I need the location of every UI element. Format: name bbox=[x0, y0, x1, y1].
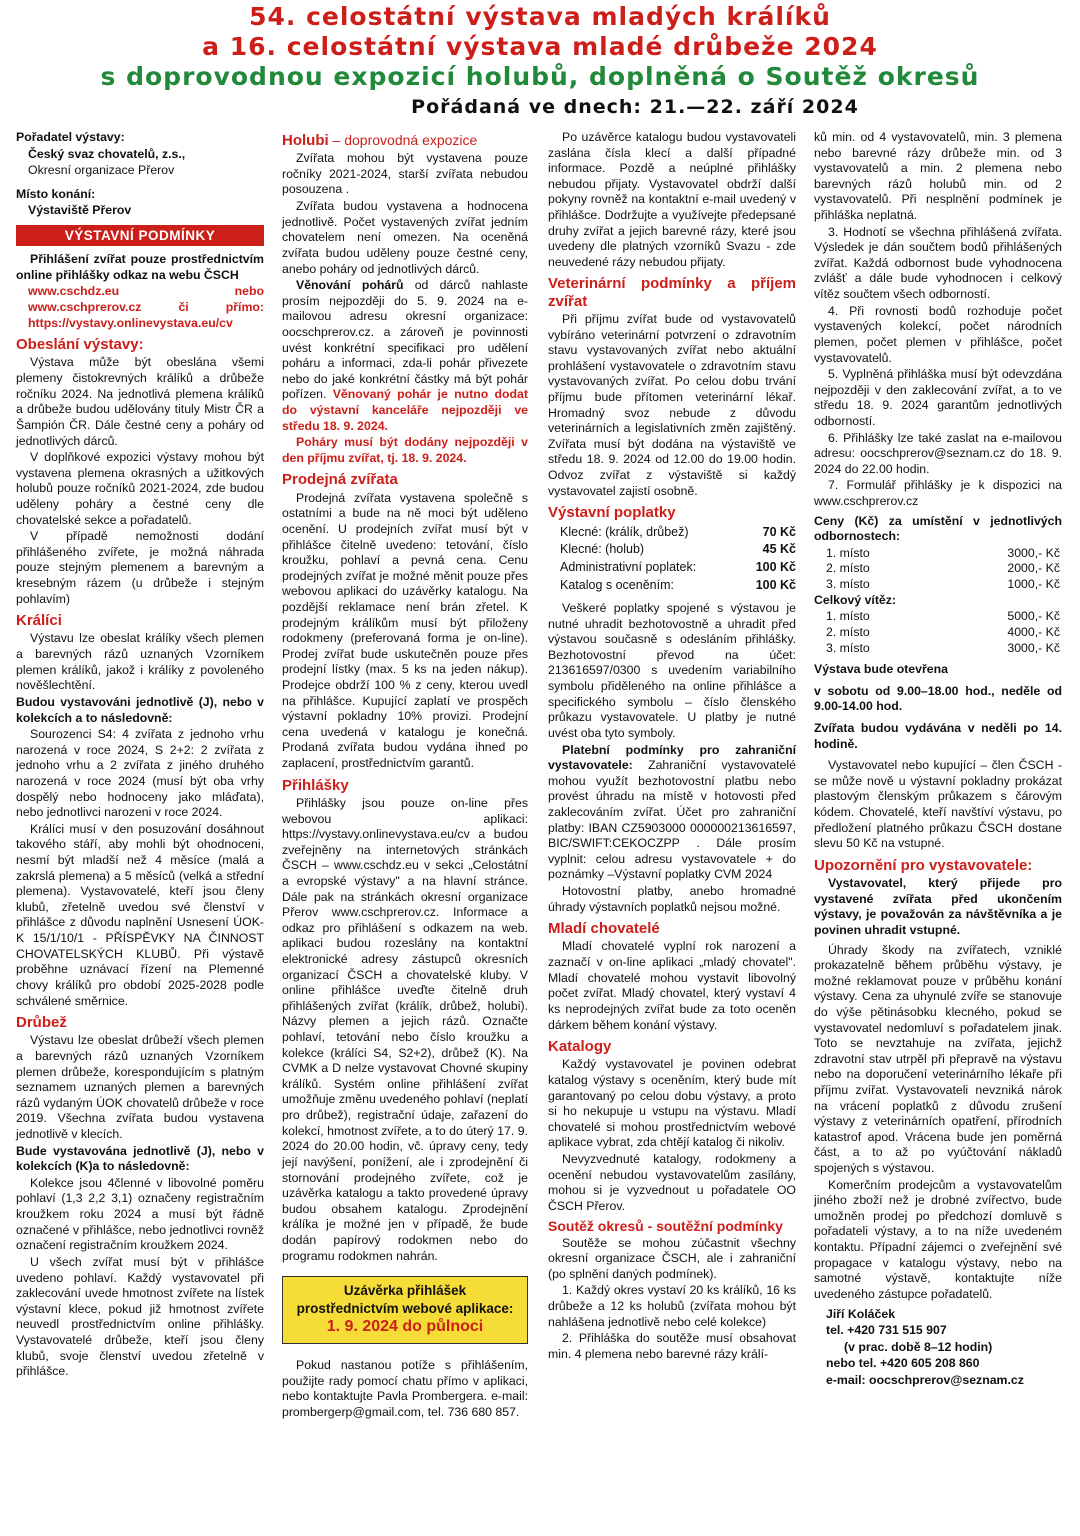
fee-row: Klecné: (holub) 45 Kč bbox=[560, 542, 796, 557]
registration-links[interactable]: www.cschdz.eu nebo www.cschprerov.cz či přímo: https://vystavy.onlinevystava.eu/cv bbox=[28, 284, 264, 330]
section-drubez: Drůbež bbox=[16, 1014, 67, 1032]
paragraph: 6. Přihlášky lze také zaslat na e-mailovou adresu: oocschprerov@seznam.cz do 18. 9. 2024 do 22.00 hodin. bbox=[814, 430, 1062, 476]
contact-name: Jiří Koláček bbox=[826, 1306, 896, 1321]
paragraph: 7. Formulář přihlášky je k dispozici na www.cschprerov.cz bbox=[814, 478, 1062, 509]
fee-row: Klecné: (králík, drůbež) 70 Kč bbox=[560, 524, 796, 539]
paragraph: Mladí chovatelé vyplní rok narození a zaznačí v on-line aplikaci „mladý chovatel". Mladí chovatelé mohou vystavit libovolný počet zvířat. Mladý chovatel, který vystaví 4 ks neprodejných zvířat bude za toto oceněn dárkem během konání výstavy. bbox=[548, 939, 796, 1032]
paragraph: 3. Hodnotí se všechna přihlášená zvířata. Výsledek je dán součtem bodů přihlášených zvířat. Každá odbornost bude vyhodnocena zvlášť a dále bude vyhodnocen i celkový vítěz součtem všech odborností. bbox=[814, 224, 1062, 302]
prize-row: 2. místo 2000,- Kč bbox=[826, 561, 1060, 576]
paragraph: Úhrady škody na zvířatech, vzniklé prokazatelně během průběhu výstavy, je možné reklamovat pouze v průběhu konání výstavy. Cena za uhynulé zvíře se stanovuje do výše pětinásobku klecného, pokud se vystavovatel nedomluví s pořadatelem jinak. Toto se nevztahuje na zvířata, jejichž zdravotní stav utrpěl při přepravě na výstavu nebo na doporučení veterinárního lékaře při příjmu zvířat. Vystavovateli nevzniká nárok na vrácení poplatků z důvodu zrušení výstavy z veterinárních opatření, přírodních katastrof apod. Vrácena bude jen poměrná část, a to až po vyúčtování nákladů spojených s výstavou. bbox=[814, 942, 1062, 1176]
bold-paragraph: Bude vystavována jednotlivě (J), nebo v kolekcích (K)a to následovně: bbox=[16, 1143, 264, 1174]
fee-row: Administrativní poplatek: 100 Kč bbox=[560, 560, 796, 575]
registration-note: Přihlášení zvířat pouze prostřednictvím online přihlášky odkaz na webu ČSCH bbox=[16, 252, 264, 282]
paragraph: Každý vystavovatel je povinen odebrat katalog výstavy s oceněním, který bude mít garantovaný po celou dobu výstavy, a proto si ho nekupuje u vstupu na výstavu. Mladí chovatelé si mohou prostřednictvím webové aplikace vybrat, zda chtějí katalog či nikoliv. bbox=[548, 1057, 796, 1150]
paragraph: Výstavu lze obeslat drůbeží všech plemen a barevných rázů uznaných Vzorníkem plemen drůbeže, korespondujícím s platným seznamem uznaných plemen a barevných rázů vydaným ÚOK chovatelů drůbeže v roce 2019. Všechna zvířata budou vystavena jednotlivě v klecích. bbox=[16, 1033, 264, 1142]
fees-list bbox=[548, 524, 796, 596]
section-prodejna: Prodejná zvířata bbox=[282, 471, 398, 489]
paragraph: Hotovostní platby, anebo hromadné úhrady výstavních poplatků nejsou možné. bbox=[548, 884, 796, 914]
release-note: Zvířata budou vydávána v neděli po 14. hodině. bbox=[814, 720, 1062, 751]
paragraph: ků min. od 4 vystavovatelů, min. 3 plemena nebo barevné rázy drůbeže min. od 3 vystavovatelů a min. 2 plemena nebo barevných rázů holubů min. od 2 vystavovatelů. Při nesplnění podmínek je přihláška neplatná. bbox=[814, 130, 1062, 223]
paragraph: Zvířata mohou být vystavena pouze ročníky 2021-2024, starší zvířata nebudou posouzena . bbox=[282, 151, 528, 197]
paragraph: 4. Při rovnosti bodů rozhoduje počet vystavených kolekcí, počet národních plemen, počet plemen v přihlášce, počet vystavovatelů. bbox=[814, 303, 1062, 365]
section-fees: Výstavní poplatky bbox=[548, 504, 676, 522]
headline-line-1: 54. celostátní výstava mladých králíků bbox=[249, 2, 831, 31]
section-mladi: Mladí chovatelé bbox=[548, 920, 660, 938]
paragraph: V doplňkové expozici výstavy mohou být vystavena plemena okrasných a užitkových holubů pouze ročníků 2021-2024, zde budou uděleny poháry a čestné ceny dle chovatelské sekce a pořadatelů. bbox=[16, 450, 264, 527]
paragraph: Při příjmu zvířat bude od vystavovatelů vybíráno veterinární potvrzení o zdravotním stavu vystavovaných zvířat nebo aktuální prohlášení vystavovatele o zdravotním stavu vystavovaných zvířat. Po celou dobu trvání příjmu bude přítomen veterinární lékař. Hromadný svoz nebude z důvodu veterinárních a legislativních změn zajištěný. Zvířata musí být dodána na výstaviště ve středu 18. 9. 2024 od 12.00 do 19.00 hodin. Odvoz zvířat z výstaviště si každý vystavovatel zajistí osobně. bbox=[548, 311, 796, 498]
paragraph: Vystavovatel nebo kupující – člen ČSCH - se může nově u výstavní pokladny prokázat plastovým členským průkazem s čárovým kódem. Chovatelé, kteří navštíví výstavu, po předložení platného průkazu ČSCH dostane slevu 50 Kč na vstupné. bbox=[814, 758, 1062, 851]
prize-row: 1. místo 3000,- Kč bbox=[826, 545, 1060, 560]
open-hours: v sobotu od 9.00–18.00 hod., neděle od 9.00-14.00 hod. bbox=[814, 683, 1062, 714]
prize-row: 1. místo 5000,- Kč bbox=[826, 609, 1060, 624]
section-katalogy: Katalogy bbox=[548, 1038, 612, 1056]
paragraph: Výstavu lze obeslat králíky všech plemen a barevných rázů uznaných Vzorníkem plemen králíků, jakož i králíky z povoleného nověšlechtění. bbox=[16, 631, 264, 693]
venue-name: Výstaviště Přerov bbox=[28, 203, 132, 218]
bold-paragraph: Budou vystavováni jednotlivě (J), nebo v kolekcích a to následovně: bbox=[16, 694, 264, 725]
column-4 bbox=[814, 130, 1062, 1390]
contact-hours: (v prac. době 8–12 hodin) bbox=[844, 1339, 993, 1354]
paragraph: Veškeré poplatky spojené s výstavou je nutné uhradit bezhotovostně a uhradit před výstavou současně s odesláním přihlášky. Bezhotovostní převod na účet: 213616597/0300 s uvedením variabilního symbolu přiděleného na online přihlášce a specifického symbolu – číslo členského průkazu vystavovatele. U platby je nutné uvést oba tyto symboly. bbox=[548, 601, 796, 740]
paragraph: Komerčním prodejcům a vystavovatelům jiného zboží než je drobné zvířectvo, bude umožněn prodej po předchozí domluvě s pořadateli výstavy, a to na níže uvedeném kontaktu. Případní zájemci o zveřejnění své propagace v katalogu výstavy, nebo na samotné výstavě, kontaktujte níže uvedeného zástupce pořadatelů. bbox=[814, 1177, 1062, 1301]
open-title: Výstava bude otevřena bbox=[814, 662, 948, 677]
contact-email[interactable]: e-mail: oocschprerov@seznam.cz bbox=[826, 1372, 1024, 1387]
paragraph: 2. Přihláška do soutěže musí obsahovat min. 4 plemena nebo barevné rázy králí- bbox=[548, 1331, 796, 1361]
section-kralici: Králíci bbox=[16, 612, 62, 630]
conditions-banner: VÝSTAVNÍ PODMÍNKY bbox=[16, 225, 264, 246]
section-holubi: Holubi – doprovodná expozice bbox=[282, 132, 478, 149]
event-dates: Pořádaná ve dnech: 21.—22. září 2024 bbox=[411, 96, 859, 118]
paragraph: Králíci musí v den posuzování dosáhnout takového stáří, aby mohli být ohodnoceni, nesmí být mladší než 4 měsíce (malá a zakrslá plemena) a 5 měsíců (velká a střední plemena). Vystavovatelé, kteří jsou členy klubů, zřetelně uvedou své členství v přihlášce z důvodu naplnění Usnesení ÚOK-K 15/1/10/1 - PŘÍSPĚVKY NA ČINNOST CHOVATELSKÝCH KLUBŮ. Při výstavě proběhne uznávací řízení na Plemenné chovy králíků pro období 2025-2028 podle schválené směrnice. bbox=[16, 821, 264, 1008]
column-3 bbox=[548, 130, 796, 1363]
paragraph: Prodejná zvířata vystavena společně s ostatními a bude na ně moci být uděleno ocenění. U prodejních zvířat musí být v přihlášce čitelně uvedeno: tetování, číslo kroužku, pohlaví a pevná cena. Cenu prodejných zvířat je možné měnit pouze přes webovou aplikaci do uzávěrky katalogu. Na pozdější reklamace není brán zřetel. K prodejným králíkům musí být přiloženy rodokmeny (preferovaná forma je on-line). Prodej zvířat bude uskutečněn pouze přes prodejní lístky (max. 5 ks na jeden nákup). Prodejce obdrží 100 % z ceny, kterou uvedl na přihlášce. Kupující zaplatí ve prospěch výstavní pokladny 10% provizi. Prodejní cena uvedená v katalogu je konečná. Prodaná zvířata budou vydána ihned po zaplacení, prostřednictvím garantů. bbox=[282, 490, 528, 771]
paragraph: 1. Každý okres vystaví 20 ks králíků, 16 ks drůbeže a 12 ks holubů (zvířata mohou být nahlášena jednotlivě nebo celé kolekce) bbox=[548, 1283, 796, 1329]
column-2 bbox=[282, 130, 528, 1422]
prize-row: 2. místo 4000,- Kč bbox=[826, 624, 1060, 639]
paragraph: Platební podmínky pro zahraniční vystavovatele: Zahraniční vystavovatelé mohou využít bezhotovostní platbu nebo provést úhradu na místě v hotovosti před zaklecováním zvířat. Účet pro zahraniční platby: IBAN CZ5903000 000000213616597, BIC/SWIFT:CEKOCZPP . Dále prosím vyplnit: celou adresu vystavovatele + do poznámky –Výstavní poplatky CVM 2024 bbox=[548, 742, 796, 882]
section-obeslani: Obeslání výstavy: bbox=[16, 336, 144, 354]
organizer-name: Český svaz chovatelů, z.s., bbox=[28, 146, 186, 161]
fee-row: Katalog s oceněním: 100 Kč bbox=[560, 578, 796, 593]
paragraph: Kolekce jsou 4členné v libovolné poměru pohlaví (1,3 2,2 3,1) označeny registračním kroužkem roku 2024 a musí být řádně označené v přihlášce, nebo jednotlivci rovněž označení registračním kroužkem 2024. bbox=[16, 1175, 264, 1253]
contact-phone-2[interactable]: nebo tel. +420 605 208 860 bbox=[826, 1356, 980, 1371]
paragraph: 5. Vyplněná přihláška musí být odevzdána nejpozději v den zaklecování zvířat, a to ve středu 18. 9. 2024 garantům jednotlivých odborností. bbox=[814, 367, 1062, 428]
paragraph: Po uzávěrce katalogu budou vystavovateli zaslána čísla klecí a další případné informace. Pozdě a neúplné přihlášky nebudou přijaty. Vystavovatel obdrží další pokyny rovněž na kontaktní e-mail uvedený v přihlášce. Dodržujte a využívejte předepsané druhy zvířat a jejich barevné rázy, které jsou uvedeny dle platných vzorníků Svazu - zde neuvedené rázy nebudou přijaty. bbox=[548, 130, 796, 269]
paragraph: Nevyzvednuté katalogy, rodokmeny a ocenění nebudou vystavovatelům zasílány, mohou si je vyzvednout u pořadatele OO ČSCH Přerov. bbox=[548, 1152, 796, 1213]
paragraph: Zvířata budou vystavena a hodnocena jednotlivě. Počet vystavených zvířat jedním chovatelem není omezen. Na oceněná zvířata budou uděleny pouze čestné ceny, anebo poháry od jednotlivých dárců. bbox=[282, 199, 528, 276]
deadline-box: Uzávěrka přihlášek prostřednictvím webové aplikace: 1. 9. 2024 do půlnoci bbox=[282, 1276, 528, 1344]
prize-row: 3. místo 1000,- Kč bbox=[826, 577, 1060, 592]
headline-line-2: a 16. celostátní výstava mladé drůbeže 2024 bbox=[202, 32, 878, 61]
paragraph: Sourozenci S4: 4 zvířata z jednoho vrhu narozená v roce 2024, S 2+2: 2 zvířata z jednoho vrhu a 2 zvířata z jiného druhého narozená v roce 2024 (musí být oba vrhy dospělý nebo hodnoceny jako mláďata), nebo jednotlivci narozeni v roce 2024. bbox=[16, 727, 264, 820]
paragraph: Poháry musí být dodány nejpozději v den příjmu zvířat, tj. 18. 9. 2024. bbox=[282, 435, 528, 465]
section-vet: Veterinární podmínky a příjem zvířat bbox=[548, 275, 796, 310]
prizes-title: Ceny (Kč) za umístění v jednotlivých odbornostech: bbox=[814, 513, 1062, 544]
column-1 bbox=[16, 130, 264, 1381]
paragraph: Pokud nastanou potíže s přihlášením, použijte rady pomocí chatu přímo v aplikaci, nebo kontaktujte Pavla Prombergera. e-mail: prombergerp@gmail.com, tel. 736 680 857. bbox=[282, 1358, 528, 1419]
section-prihlasky: Přihlášky bbox=[282, 776, 349, 794]
paragraph: V případě nemožnosti dodání přihlášeného zvířete, je možná náhrada pouze stejným plemenem a barevným a kresebným rázem (u drůbeže i stejným pohlavím) bbox=[16, 529, 264, 606]
prize-row: 3. místo 3000,- Kč bbox=[826, 640, 1060, 655]
paragraph: Soutěže se mohou zúčastnit všechny okresní organizace ČSCH, ale i zahraniční (po splnění daných podmínek). bbox=[548, 1235, 796, 1281]
organizer-sub: Okresní organizace Přerov bbox=[28, 163, 175, 178]
organizer-label: Pořadatel výstavy: bbox=[16, 130, 125, 144]
paragraph: Věnování pohárů od dárců nahlaste prosím nejpozději do 5. 9. 2024 na e-mailovou adresu okresní organizace: oocschprerov.cz. a zároveň je povinnosti uvést konkrétní specifikaci pro udělení poháru a informaci, zda-li pohár přivezete nebo do jaké konkrétní částky má být pohár pořízen. Věnovaný pohár je nutno dodat do výstavní kanceláře nejpozději ve středu 18. 9. 2024. bbox=[282, 278, 528, 433]
section-warning: Upozornění pro vystavovatele: bbox=[814, 856, 1033, 874]
section-soutez: Soutěž okresů - soutěžní podmínky bbox=[548, 1218, 783, 1235]
headline-line-3: s doprovodnou expozicí holubů, doplněná o Soutěž okresů bbox=[100, 62, 980, 91]
paragraph: Výstava může být obeslána všemi plemeny čistokrevných králíků a drůbeže ročníku 2024. Na jednotlivá plemena králíků a drůbeže budou udělovány tituly Mistr ČR a Šampión ČR. Dále čestné ceny a poháry od jednotlivých dárců. bbox=[16, 355, 264, 448]
paragraph: U všech zvířat musí být v přihlášce uvedeno pohlaví. Každý vystavovatel při zaklecování uvede hmotnost zvířete na lístek výstavní klece, pokud již hmotnost zvířete neuvedl prostřednictvím online přihlášky. Vystavovatelé drůbeže, kteří jsou členy klubů, svoje členství uvedou zřetelně v přihlášce. bbox=[16, 1254, 264, 1379]
warning-text: Vystavovatel, který přijede pro vystavené zvířata před ukončením výstavy, je považován za návštěvníka a je povinen uhradit vstupné. bbox=[814, 876, 1062, 937]
overall-title: Celkový vítěz: bbox=[814, 592, 897, 607]
paragraph: Přihlášky jsou pouze on-line přes webovou aplikaci: https://vystavy.onlinevystava.eu/cv a budou zveřejněny na internetových stránkách ČSCH – www.cschdz.eu v sekci „Celostátní a evropské výstavy" a na hlavní stránce. Dále pak na stránkách okresní organizace Přerov www.cschprerov.cz. Informace a odkaz pro přihlášení s odkazem na web. aplikaci budou rozeslány na kontaktní elektronické adresy zástupců okresních organizací ČSCH a chovatelské kluby. V online přihlášce uveďte čitelně druh přihlášených zvířat (králík, drůbež, holubi). Názvy plemen a jejich rázů. Označte pohlaví, tetování nebo číslo kroužku a kolekce (králíci S4, S2+2), drůbež (K). Na CVMK a D nelze vystavovat Chovné skupiny králíků. Systém online přihlášení zvířat umožňuje změnu uvedeného pohlaví (neplatí pro drůbež), registrační údaje, zařazení do kolekcí, hmotnost zvířete, a to do úterý 17. 9. 2024 do 20.00 hodin, vč. úpravy ceny, tedy její navýšení, ponížení, ale i zprodejnění či stornování prodejného zvířete, což je uzávěrka katalogu a takto provedené úpravy budou obsahem katalogu. Zprodejnění králíka je možné jen v případě, že bude dodán papírový rodokmen nebo do programu rodokmen nahrán. bbox=[282, 795, 528, 1263]
venue-label: Místo konání: bbox=[16, 186, 96, 201]
contact-phone[interactable]: tel. +420 731 515 907 bbox=[826, 1323, 947, 1338]
